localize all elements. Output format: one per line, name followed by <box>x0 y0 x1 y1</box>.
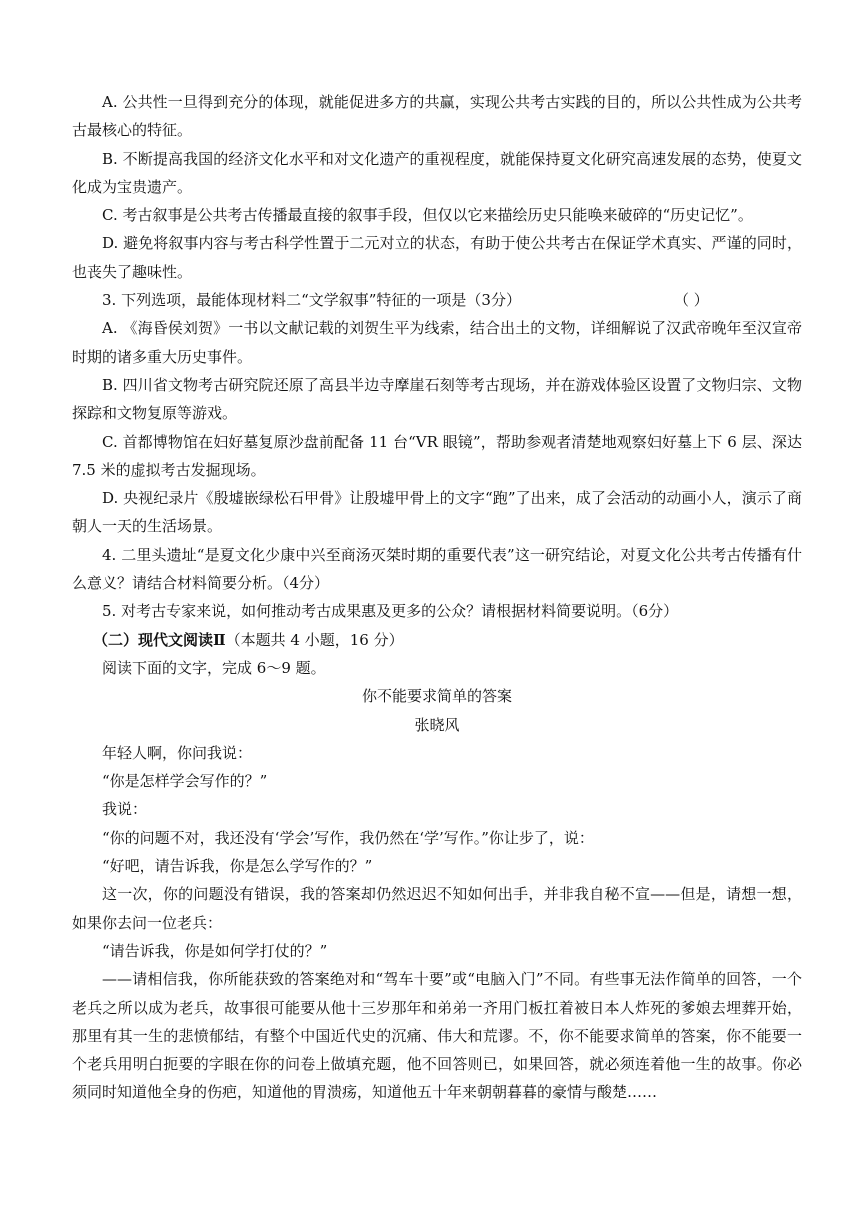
q3-option-b: B. 四川省文物考古研究院还原了高县半边寺摩崖石刻等考古现场，并在游戏体验区设置了文物归宗、文物探踪和文物复原等游戏。 <box>72 375 802 423</box>
section-heading-title: （二）现代文阅读Ⅱ <box>93 630 226 649</box>
question-3-stem <box>72 286 802 314</box>
article-paragraph: 年轻人啊，你问我说： <box>102 743 253 762</box>
section-heading <box>72 626 802 654</box>
answer-parentheses: （ ） <box>674 291 709 310</box>
article-paragraph: “请告诉我，你是如何学打仗的？” <box>102 941 328 960</box>
article-paragraph: ——请相信我，你所能获致的答案绝对和“驾车十要”或“电脑入门”不同。有些事无法作简单的回答，一个老兵之所以成为老兵，故事很可能要从他十三岁那年和弟弟一齐用门板扛着被日本人炸死的爹娘去埋葬开始，那里有其一生的悲愤郁结，有整个中国近代史的沉痛、伟大和荒谬。不，你不能要求简单的答案，你不能要一个老兵用明白扼要的字眼在你的问卷上做填充题，他不回答则已，如果回答，就必须连着他一生的故事。你必须同时知道他全身的伤疤，知道他的胃溃疡，知道他五十年来朝朝暮暮的豪情与酸楚…… <box>72 970 802 1102</box>
reading-instruction: 阅读下面的文字，完成 6～9 题。 <box>102 658 326 677</box>
question-5: 5. 对考古专家来说，如何推动考古成果惠及更多的公众？请根据材料简要说明。（6分） <box>102 602 679 621</box>
article-paragraph: “好吧，请告诉我，你是怎么学写作的？” <box>102 857 373 876</box>
article-paragraph: 这一次，你的问题没有错误，我的答案却仍然迟迟不知如何出手，并非我自秘不宣——但是，请想一想，如果你去问一位老兵： <box>72 885 802 932</box>
q3-option-a: A. 《海昏侯刘贺》一书以文献记载的刘贺生平为线索，结合出土的文物，详细解说了汉武帝晚年至汉宣帝时期的诸多重大历史事件。 <box>72 319 802 366</box>
document-page <box>72 88 802 1107</box>
q3-option-d: D. 央视纪录片《殷墟嵌绿松石甲骨》让殷墟甲骨上的文字“跑”了出来，成了会活动的动画小人，演示了商朝人一天的生活场景。 <box>72 489 802 536</box>
article-paragraph: 我说： <box>102 800 148 819</box>
question-3-text: 3. 下列选项，最能体现材料二“文学叙事”特征的一项是（3分） <box>102 291 521 310</box>
q2-option-d: D. 避免将叙事内容与考古科学性置于二元对立的状态，有助于使公共考古在保证学术真实、严谨的同时，也丧失了趣味性。 <box>72 234 802 281</box>
q2-option-c: C. 考古叙事是公共考古传播最直接的叙事手段，但仅以它来描绘历史只能唤来破碎的“历史记忆”。 <box>102 206 753 225</box>
section-heading-note: （本题共 4 小题，16 分） <box>225 630 404 649</box>
q2-option-b: B. 不断提高我国的经济文化水平和对文化遗产的重视程度，就能保持夏文化研究高速发展的态势，使夏文化成为宝贵遗产。 <box>72 149 802 196</box>
question-4: 4. 二里头遗址“是夏文化少康中兴至商汤灭桀时期的重要代表”这一研究结论，对夏文化公共考古传播有什么意义？请结合材料简要分析。（4分） <box>72 545 802 593</box>
article-paragraph: “你的问题不对，我还没有‘学会’写作，我仍然在‘学’写作。”你让步了，说： <box>102 828 594 847</box>
q3-option-c: C. 首都博物馆在妇好墓复原沙盘前配备 11 台“VR 眼镜”，帮助参观者清楚地观察妇好墓上下 6 层、深达 7.5 米的虚拟考古发掘现场。 <box>72 432 802 479</box>
article-paragraph: “你是怎样学会写作的？” <box>102 772 268 791</box>
q2-option-a: A. 公共性一旦得到充分的体现，就能促进多方的共赢，实现公共考古实践的目的，所以公共性成为公共考古最核心的特征。 <box>72 93 802 140</box>
article-title: 你不能要求简单的答案 <box>361 687 512 706</box>
article-author: 张晓风 <box>414 715 460 734</box>
